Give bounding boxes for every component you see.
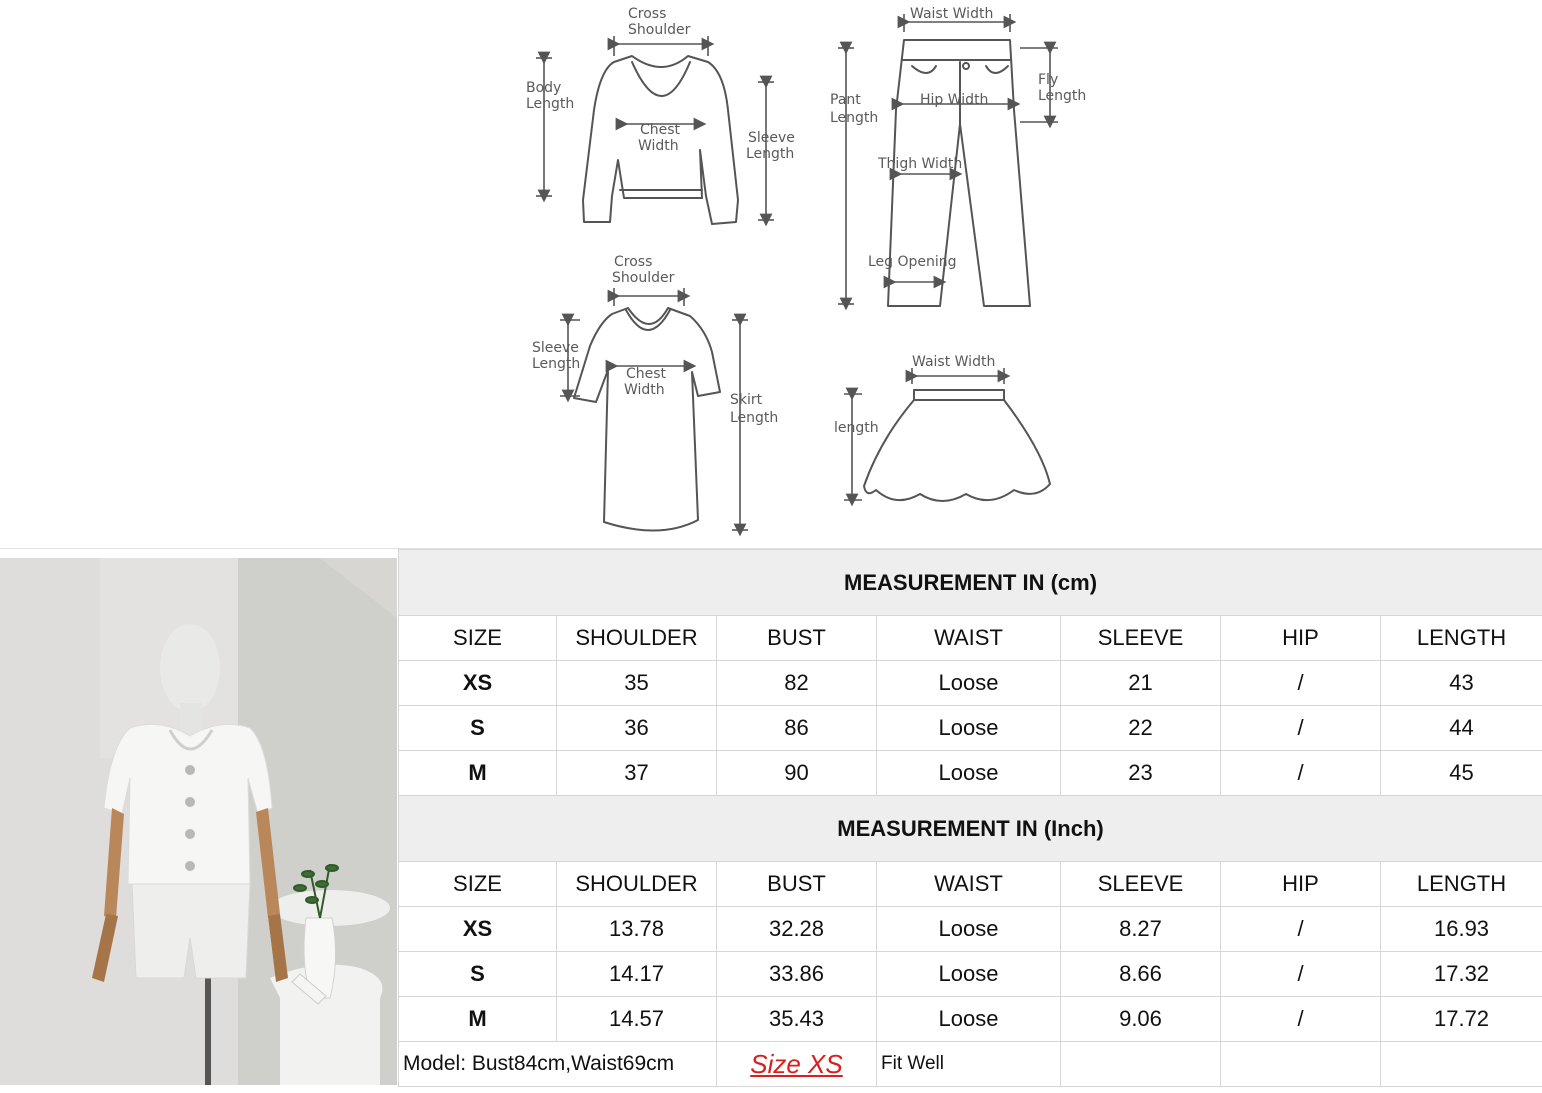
header-waist: WAIST (877, 862, 1061, 907)
skirt-label-length: length (834, 420, 879, 436)
table-cell: Loose (877, 907, 1061, 952)
table-cell: 44 (1381, 706, 1542, 751)
table-cell: Loose (877, 661, 1061, 706)
dress-label-chest: Chest (626, 366, 667, 382)
mannequin-photo-svg (0, 558, 397, 1085)
table-cell: 13.78 (557, 907, 717, 952)
size-cell: XS (399, 661, 557, 706)
table-cell: Loose (877, 751, 1061, 796)
top-label-sleeve: Sleeve (748, 130, 795, 146)
table-cell: 45 (1381, 751, 1542, 796)
size-cell: S (399, 952, 557, 997)
table-cell: / (1221, 706, 1381, 751)
table-cell: Loose (877, 706, 1061, 751)
model-size-cell (717, 1042, 877, 1087)
table-cell: 37 (557, 751, 717, 796)
dress-outline (574, 308, 720, 531)
model-size: Size XS (750, 1048, 843, 1079)
top-label-chest: Chest (640, 122, 681, 138)
cm-table-title: MEASUREMENT IN (cm) (399, 550, 1542, 616)
table-cell: 9.06 (1061, 997, 1221, 1042)
dress-label-sleeve-length: Length (532, 356, 581, 372)
table-cell: Loose (877, 952, 1061, 997)
table-cell: 43 (1381, 661, 1542, 706)
top-label-chest-width: Width (638, 138, 679, 154)
model-info-row (399, 1042, 1542, 1087)
size-cell: XS (399, 907, 557, 952)
table-cell: / (1221, 661, 1381, 706)
table-cell: 16.93 (1381, 907, 1542, 952)
top-label-sleeve-length: Length (746, 146, 795, 162)
header-hip: HIP (1221, 616, 1381, 661)
table-cell: 17.32 (1381, 952, 1542, 997)
inch-title-row (399, 796, 1542, 862)
dress-diagram (532, 254, 778, 531)
header-length: LENGTH (1381, 616, 1542, 661)
table-cell: 17.72 (1381, 997, 1542, 1042)
top-label-cross: Cross (628, 6, 667, 22)
table-cell: 35.43 (717, 997, 877, 1042)
header-hip: HIP (1221, 862, 1381, 907)
pants-label-waist: Waist Width (910, 6, 994, 22)
dress-label-skirt: Skirt (730, 392, 763, 408)
table-cell: 22 (1061, 706, 1221, 751)
table-cell: 23 (1061, 751, 1221, 796)
top-diagram (526, 6, 795, 224)
empty-cell (1221, 1042, 1381, 1087)
size-cell: M (399, 751, 557, 796)
table-cell: 21 (1061, 661, 1221, 706)
table-cell: 14.57 (557, 997, 717, 1042)
table-cell: 86 (717, 706, 877, 751)
header-shoulder: SHOULDER (557, 616, 717, 661)
table-cell: / (1221, 952, 1381, 997)
table-cell: 36 (557, 706, 717, 751)
header-bust: BUST (717, 862, 877, 907)
table-cell: / (1221, 751, 1381, 796)
table-row (399, 907, 1542, 952)
model-measurements: Model: Bust84cm,Waist69cm (399, 1042, 717, 1087)
mannequin-photo (0, 558, 397, 1085)
header-size: SIZE (399, 616, 557, 661)
header-shoulder: SHOULDER (557, 862, 717, 907)
inch-header-row (399, 862, 1542, 907)
dress-label-chest-width: Width (624, 382, 665, 398)
table-row (399, 751, 1542, 796)
table-cell: 14.17 (557, 952, 717, 997)
size-cell: M (399, 997, 557, 1042)
inch-table-title: MEASUREMENT IN (Inch) (399, 796, 1542, 862)
pants-label-leg: Leg Opening (868, 254, 957, 270)
dress-label-cross: Cross (614, 254, 653, 270)
header-length: LENGTH (1381, 862, 1542, 907)
top-label-shoulder: Shoulder (628, 22, 691, 38)
header-sleeve: SLEEVE (1061, 616, 1221, 661)
empty-cell (1061, 1042, 1221, 1087)
table-cell: Loose (877, 997, 1061, 1042)
table-cell: 82 (717, 661, 877, 706)
table-row (399, 952, 1542, 997)
top-label-body-length: Length (526, 96, 575, 112)
table-cell: 33.86 (717, 952, 877, 997)
table-row (399, 997, 1542, 1042)
table-cell: / (1221, 997, 1381, 1042)
dress-label-shoulder: Shoulder (612, 270, 675, 286)
size-table (398, 549, 1542, 1087)
pants-label-pant-length: Length (830, 110, 879, 126)
table-cell: 90 (717, 751, 877, 796)
pants-label-fly-length: Length (1038, 88, 1087, 104)
cm-title-row (399, 550, 1542, 616)
table-cell: / (1221, 907, 1381, 952)
table-cell: 32.28 (717, 907, 877, 952)
fit-note: Fit Well (877, 1042, 1061, 1087)
pants-label-pant: Pant (830, 92, 861, 108)
cm-header-row (399, 616, 1542, 661)
header-size: SIZE (399, 862, 557, 907)
table-cell: 8.66 (1061, 952, 1221, 997)
pants-label-hip: Hip Width (920, 92, 989, 108)
pants-label-fly: Fly (1038, 72, 1059, 88)
table-cell: 35 (557, 661, 717, 706)
size-cell: S (399, 706, 557, 751)
table-row (399, 706, 1542, 751)
empty-cell (1381, 1042, 1542, 1087)
table-cell: 8.27 (1061, 907, 1221, 952)
header-bust: BUST (717, 616, 877, 661)
skirt-label-waist: Waist Width (912, 354, 996, 370)
dress-label-skirt-length: Length (730, 410, 779, 426)
pants-diagram (830, 6, 1086, 306)
dress-label-sleeve: Sleeve (532, 340, 579, 356)
header-sleeve: SLEEVE (1061, 862, 1221, 907)
size-chart (398, 549, 1542, 1093)
skirt-diagram (834, 354, 1050, 501)
table-row (399, 661, 1542, 706)
skirt-outline (864, 390, 1050, 501)
top-label-body: Body (526, 80, 562, 96)
pants-label-thigh: Thigh Width (878, 156, 963, 172)
header-waist: WAIST (877, 616, 1061, 661)
